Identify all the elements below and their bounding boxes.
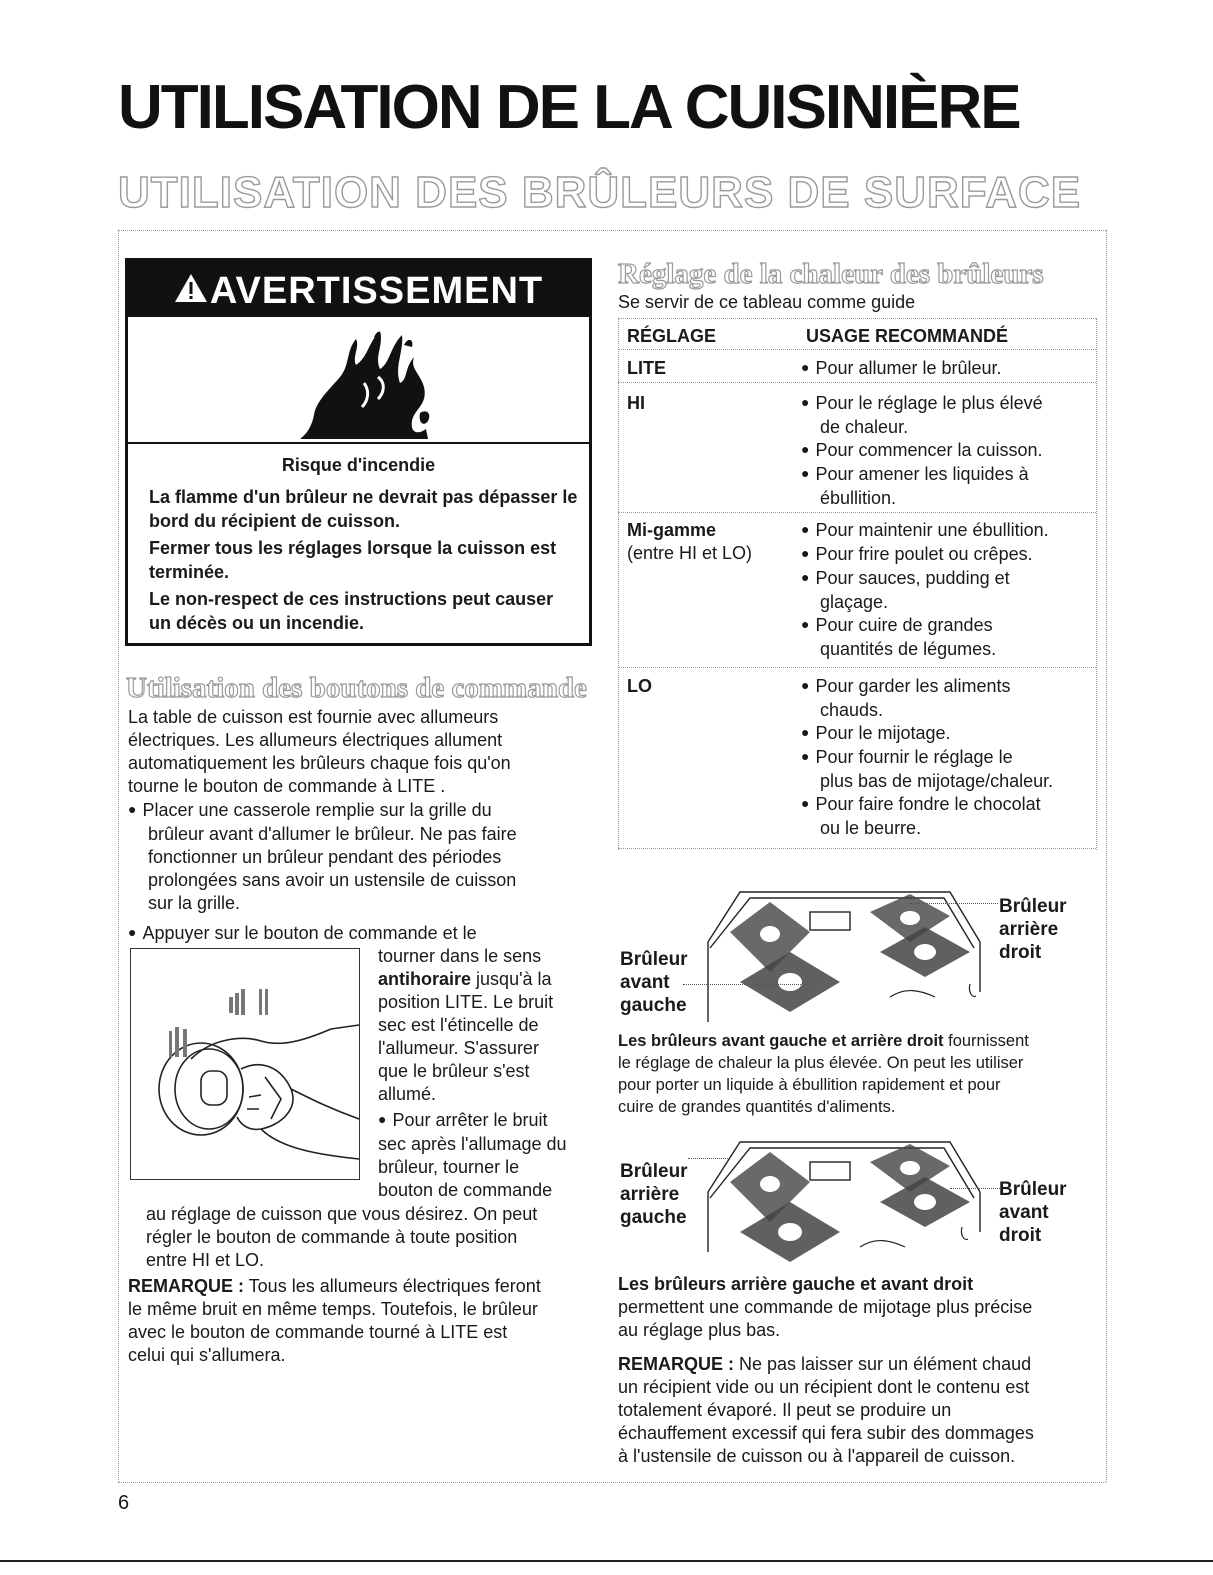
leader-line-left-1 bbox=[683, 984, 813, 985]
table-row-mid-setting: Mi-gamme bbox=[627, 520, 717, 540]
table-right-rule bbox=[1096, 318, 1097, 850]
diagram2-label-right: Brûleur avant droit bbox=[999, 1179, 1067, 1246]
table-row-hi-setting: HI bbox=[627, 393, 645, 413]
warning-text-3: Le non-respect de ces instructions peut causer un décès ou un incendie. bbox=[149, 589, 554, 633]
controls-bullet-1: ● Placer une casserole remplie sur la grille du brûleur avant d'allumer le brûleur. Ne pas faire fonctionner un brûleur pendant des périodes prolongées sans avoir un ustensile de cuisson sur la grille. bbox=[128, 799, 517, 915]
table-header-rule bbox=[618, 349, 1096, 350]
antihoraire-word: antihoraire bbox=[378, 969, 472, 989]
section-title: UTILISATION DES BRÛLEURS DE SURFACE bbox=[118, 168, 1082, 217]
table-top-rule bbox=[618, 318, 1096, 319]
table-row-lite-uses: ● Pour allumer le brûleur. bbox=[801, 357, 1002, 381]
table-rule-1 bbox=[618, 382, 1096, 383]
warning-risk: Risque d'incendie bbox=[281, 455, 436, 475]
controls-continue: au réglage de cuisson que vous désirez. On peut régler le bouton de commande à toute position entre HI et LO. bbox=[146, 1204, 538, 1270]
cooktop-diagram-2 bbox=[700, 1122, 990, 1272]
table-bottom-rule bbox=[618, 848, 1096, 849]
table-rule-3 bbox=[618, 667, 1096, 668]
controls-intro: La table de cuisson est fournie avec allumeurs électriques. Les allumeurs électriques allument automatiquement les brûleurs chaque fois qu'on tourne le bouton de commande à LITE . bbox=[128, 707, 511, 796]
heat-intro: Se servir de ce tableau comme guide bbox=[618, 292, 916, 312]
heat-heading: Réglage de la chaleur des brûleurs bbox=[618, 258, 1044, 290]
warning-box bbox=[125, 258, 592, 646]
warning-text-1: La flamme d'un brûleur ne devrait pas dépasser le bord du récipient de cuisson. bbox=[149, 487, 578, 531]
diagram1-caption: Les brûleurs avant gauche et arrière droit fournissent le réglage de chaleur la plus élevée. On peut les utiliser pour porter un liquide à ébullition rapidement et pour cuire de grandes quantités d'aliments. bbox=[618, 1032, 1029, 1116]
leader-line-right-1 bbox=[910, 903, 998, 904]
table-row-mid-sub: (entre HI et LO) bbox=[627, 543, 753, 563]
warning-text-2: Fermer tous les réglages lorsque la cuisson est terminée. bbox=[149, 538, 557, 582]
controls-note: REMARQUE : Tous les allumeurs électriques feront le même bruit en même temps. Toutefois, le brûleur avec le bouton de commande tourné à LITE est celui qui s'allumera. bbox=[128, 1276, 541, 1365]
leader-line-right-2 bbox=[950, 1188, 1000, 1189]
table-row-lite-setting: LITE bbox=[627, 358, 666, 378]
table-rule-2 bbox=[618, 512, 1096, 513]
page-number: 6 bbox=[118, 1492, 130, 1514]
diagram2-note: REMARQUE : Ne pas laisser sur un élément chaud un récipient vide ou un récipient dont le contenu est totalement évaporé. Il peut se produire un échauffement excessif qui fera subir des dommages à l'ustensile de cuisson ou à l'appareil de cuisson. bbox=[618, 1354, 1034, 1466]
table-row-hi-uses: ● Pour le réglage le plus élevé de chaleur. ● Pour commencer la cuisson. ● Pour amener les liquides à ébullition. bbox=[801, 392, 1043, 510]
frame-bottom bbox=[118, 1482, 1106, 1483]
table-row-mid-uses: ● Pour maintenir une ébullition. ● Pour frire poulet ou crêpes. ● Pour sauces, pudding et glaçage. ● Pour cuire de grandes quantités de légumes. bbox=[801, 519, 1049, 661]
table-row-lo-setting: LO bbox=[627, 676, 652, 696]
frame-right bbox=[1106, 230, 1107, 1482]
table-row-lo-uses: ● Pour garder les aliments chauds. ● Pour le mijotage. ● Pour fournir le réglage le plus bas de mijotage/chaleur. ● Pour faire fondre le chocolat ou le beurre. bbox=[801, 675, 1053, 840]
page-bottom-rule bbox=[0, 1560, 1213, 1562]
page-title: UTILISATION DE LA CUISINIÈRE bbox=[118, 73, 1020, 142]
controls-bullet-2-first: ● Appuyer sur le bouton de commande et le bbox=[128, 922, 477, 946]
diagram1-label-left: Brûleur avant gauche bbox=[620, 949, 688, 1016]
diagram1-label-right: Brûleur arrière droit bbox=[999, 896, 1067, 963]
hand-pressing-knob-icon bbox=[131, 949, 361, 1181]
controls-sub-bullet: ● Pour arrêter le bruit sec après l'allumage du brûleur, tourner le bouton de commande bbox=[378, 1109, 567, 1202]
warning-picture bbox=[128, 317, 589, 444]
knob-illustration bbox=[130, 948, 360, 1180]
table-col-setting: RÉGLAGE bbox=[627, 326, 717, 346]
cooktop-burners-icon bbox=[700, 1122, 990, 1272]
flame-icon bbox=[128, 317, 589, 442]
table-left-rule bbox=[618, 318, 619, 850]
diagram2-caption: Les brûleurs arrière gauche et avant droit permettent une commande de mijotage plus précise au réglage plus bas. bbox=[618, 1274, 1033, 1340]
diagram2-label-left: Brûleur arrière gauche bbox=[620, 1161, 688, 1228]
table-col-usage: USAGE RECOMMANDÉ bbox=[806, 326, 1009, 346]
controls-heading: Utilisation des boutons de commande bbox=[126, 672, 587, 704]
controls-bullet-2-wrap: tourner dans le sens antihoraire jusqu'à la position LITE. Le bruit sec est l'étincelle de l'allumeur. S'assurer que le brûleur s'est allumé. bbox=[378, 946, 554, 1104]
warning-triangle-icon bbox=[174, 263, 208, 319]
cooktop-diagram-1 bbox=[700, 872, 990, 1022]
frame-left bbox=[118, 230, 119, 1482]
warning-header-text: AVERTISSEMENT bbox=[209, 269, 544, 312]
cooktop-burners-icon bbox=[700, 872, 990, 1022]
warning-header bbox=[128, 261, 589, 317]
leader-line-left-2 bbox=[688, 1158, 728, 1159]
frame-top bbox=[118, 230, 1106, 231]
